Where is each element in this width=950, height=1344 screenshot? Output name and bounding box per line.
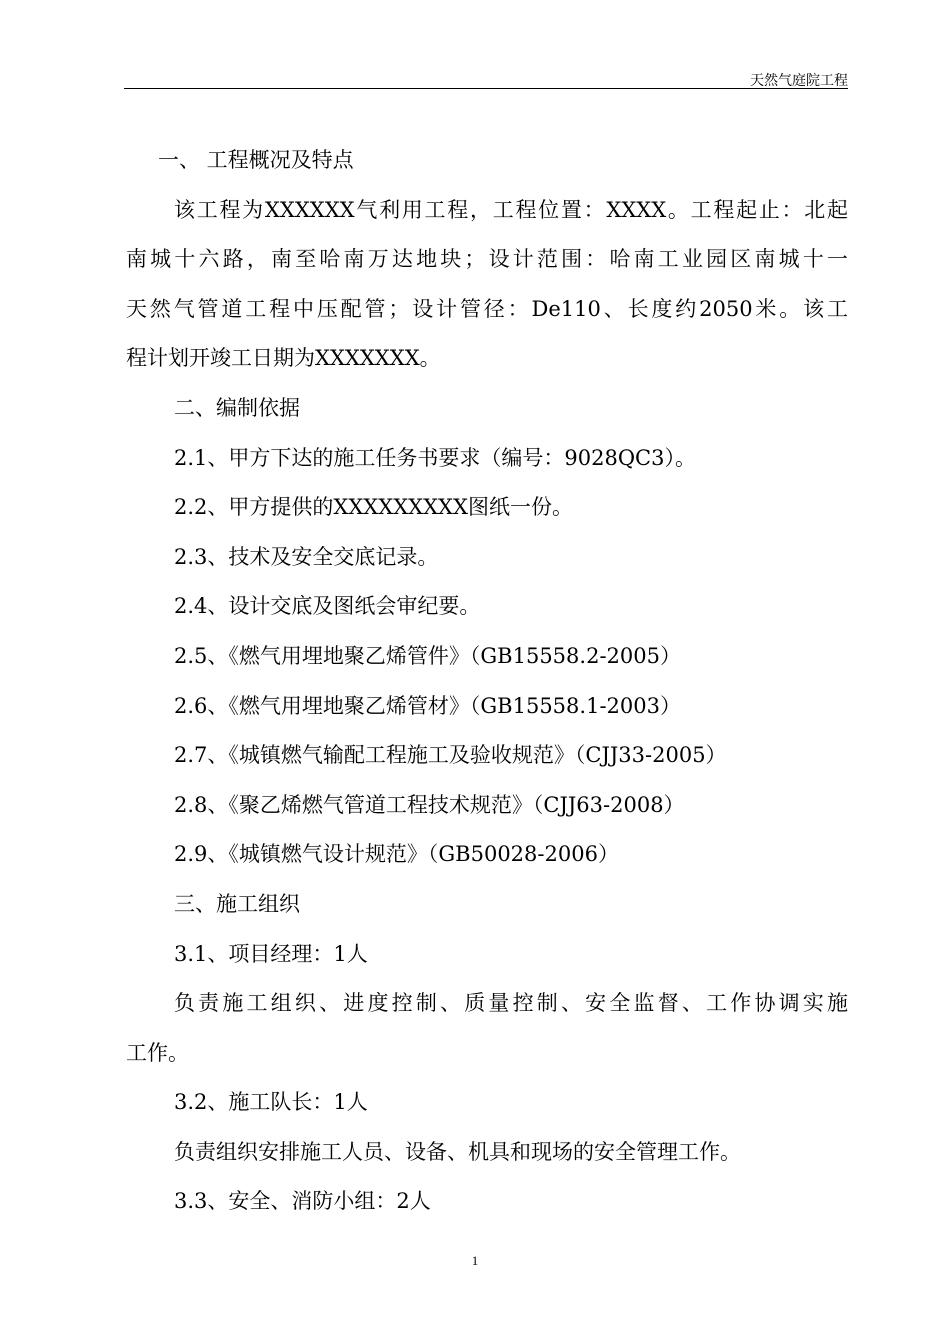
overview-paragraph-line: 天然气管道工程中压配管；设计管径：De110、长度约2050米。该工 (126, 296, 848, 321)
basis-item: 2.3、技术及安全交底记录。 (174, 544, 439, 569)
organization-item-description: 工作。 (126, 1040, 189, 1065)
organization-item: 3.3、安全、消防小组：2人 (174, 1189, 431, 1214)
organization-item: 3.1、项目经理：1人 (174, 941, 368, 966)
page-number: 1 (471, 1253, 479, 1268)
organization-item: 3.2、施工队长：1人 (174, 1090, 368, 1115)
document-body (126, 136, 848, 1227)
section-heading-basis: 二、编制依据 (174, 395, 300, 420)
basis-item: 2.9、《城镇燃气设计规范》（GB50028-2006） (174, 842, 619, 867)
running-header-title: 天然气庭院工程 (750, 73, 848, 89)
overview-paragraph-line: 该工程为XXXXXX气利用工程，工程位置：XXXX。工程起止：北起 (174, 197, 848, 222)
basis-item: 2.1、甲方下达的施工任务书要求（编号：9028QC3）。 (174, 445, 696, 470)
header-rule (124, 88, 848, 89)
basis-item: 2.4、设计交底及图纸会审纪要。 (174, 594, 481, 619)
organization-item-description: 负责施工组织、进度控制、质量控制、安全监督、工作协调实施 (174, 991, 848, 1016)
basis-item: 2.2、甲方提供的XXXXXXXXX图纸一份。 (174, 495, 573, 520)
organization-item-description: 负责组织安排施工人员、设备、机具和现场的安全管理工作。 (174, 1139, 741, 1164)
section-heading-organization: 三、施工组织 (174, 891, 300, 916)
overview-paragraph-line: 南城十六路，南至哈南万达地块；设计范围：哈南工业园区南城十一 (126, 247, 848, 272)
basis-item: 2.6、《燃气用埋地聚乙烯管材》（GB15558.1-2003） (174, 693, 681, 718)
basis-item: 2.7、《城镇燃气输配工程施工及验收规范》（CJJ33-2005） (174, 743, 727, 768)
section-heading-overview: 一、 工程概况及特点 (158, 148, 354, 172)
overview-paragraph-line: 程计划开竣工日期为XXXXXXX。 (126, 346, 441, 371)
basis-item: 2.8、《聚乙烯燃气管道工程技术规范》（CJJ63-2008） (174, 792, 685, 817)
basis-item: 2.5、《燃气用埋地聚乙烯管件》（GB15558.2-2005） (174, 643, 681, 668)
